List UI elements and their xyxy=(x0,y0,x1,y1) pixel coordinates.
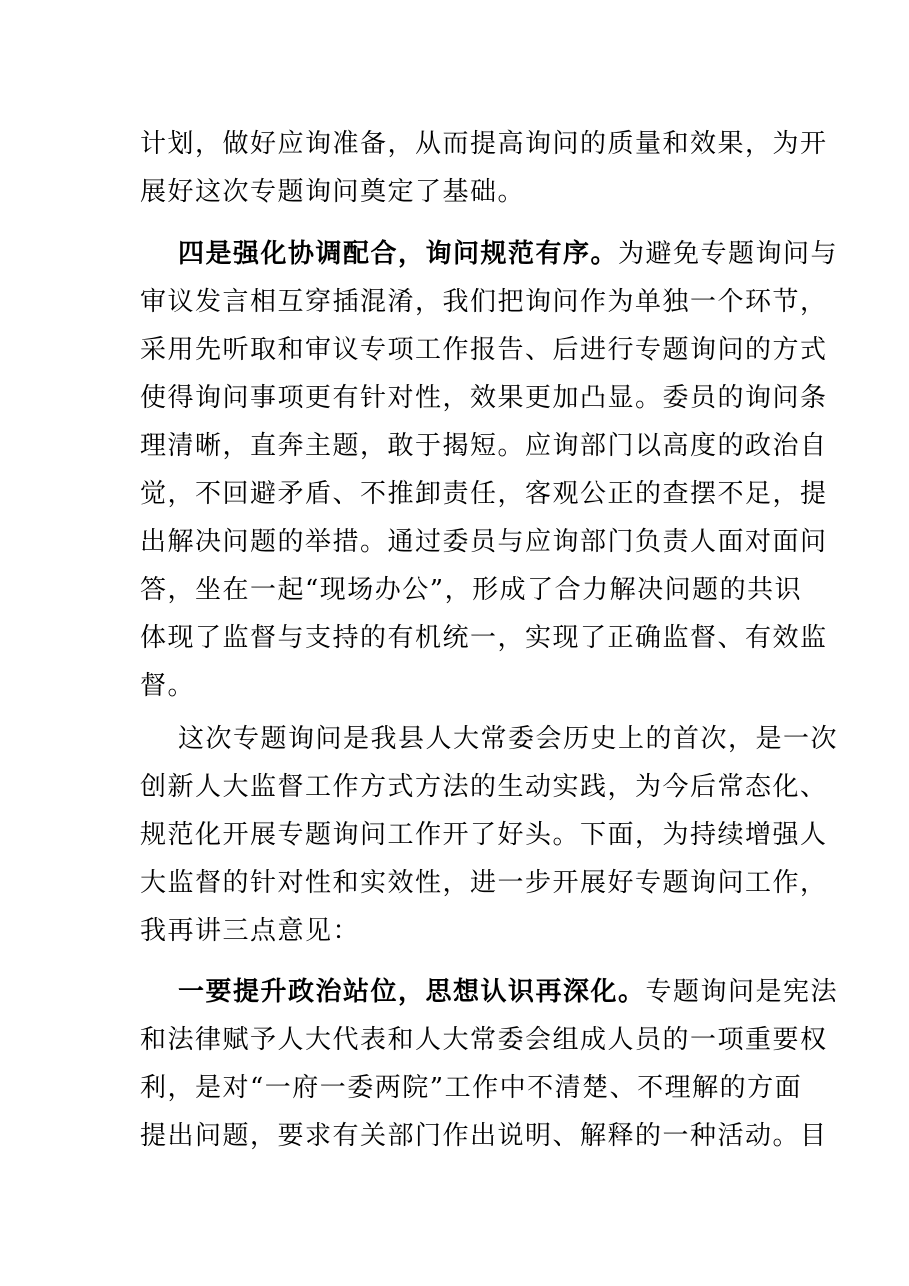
line-text: 创新人大监督工作方式方法的生动实践，为今后常态化、 xyxy=(140,772,828,802)
text-line xyxy=(140,1120,828,1152)
line-text: 采用先听取和审议专项工作报告、后进行专题询问的方式 xyxy=(140,335,828,365)
text-line xyxy=(140,670,195,702)
text-line xyxy=(140,176,525,208)
line-text: 出解决问题的举措。通过委员与应询部门负责人面对面问 xyxy=(140,527,828,557)
line-text: 专题询问是宪法 xyxy=(645,977,839,1007)
line-text: 我再讲三点意见： xyxy=(140,916,361,946)
line-text: 这次专题询问是我县人大常委会历史上的首次，是一次 xyxy=(178,724,839,754)
text-line xyxy=(140,1072,803,1104)
text-line xyxy=(140,867,828,899)
text-line xyxy=(140,334,828,366)
line-text: 利，是对“一府一委两院”工作中不清楚、不理解的方面 xyxy=(140,1073,803,1103)
line-text: 督。 xyxy=(140,671,196,701)
line-text: 审议发言相互穿插混淆，我们把询问作为单独一个环节， xyxy=(140,287,828,317)
text-line xyxy=(140,526,828,558)
line-text: 体现了监督与支持的有机统一，实现了正确监督、有效监 xyxy=(140,623,828,653)
line-text: 提出问题，要求有关部门作出说明、解释的一种活动。目 xyxy=(140,1121,828,1151)
line-text: 大监督的针对性和实效性，进一步开展好专题询问工作， xyxy=(140,868,828,898)
text-line xyxy=(140,622,828,654)
text-line xyxy=(140,430,828,462)
line-text: 和法律赋予人大代表和人大常委会组成人员的一项重要权 xyxy=(140,1025,828,1055)
line-text: 使得询问事项更有针对性，效果更加凸显。委员的询问条 xyxy=(140,383,828,413)
text-line xyxy=(178,723,839,755)
line-text: 答，坐在一起“现场办公”，形成了合力解决问题的共识 xyxy=(140,575,803,605)
text-line xyxy=(140,771,828,803)
text-line xyxy=(140,128,828,160)
text-line xyxy=(140,915,360,947)
bold-lead-sentence: 四是强化协调配合，询问规范有序。 xyxy=(178,239,619,269)
line-text: 理清晰，直奔主题，敢于揭短。应询部门以高度的政治自 xyxy=(140,431,828,461)
text-line xyxy=(140,478,828,510)
text-line xyxy=(178,976,839,1008)
text-line xyxy=(140,286,828,318)
text-line xyxy=(140,819,828,851)
line-text: 规范化开展专题询问工作开了好头。下面，为持续增强人 xyxy=(140,820,828,850)
text-line xyxy=(140,382,828,414)
line-text: 觉，不回避矛盾、不推卸责任，客观公正的查摆不足，提 xyxy=(140,479,828,509)
line-text: 展好这次专题询问奠定了基础。 xyxy=(140,177,526,207)
text-line xyxy=(140,574,803,606)
text-line xyxy=(178,238,839,270)
line-text: 计划，做好应询准备，从而提高询问的质量和效果，为开 xyxy=(140,129,828,159)
line-text: 为避免专题询问与 xyxy=(618,239,839,269)
bold-lead-sentence: 一要提升政治站位，思想认识再深化。 xyxy=(178,977,646,1007)
text-line xyxy=(140,1024,828,1056)
